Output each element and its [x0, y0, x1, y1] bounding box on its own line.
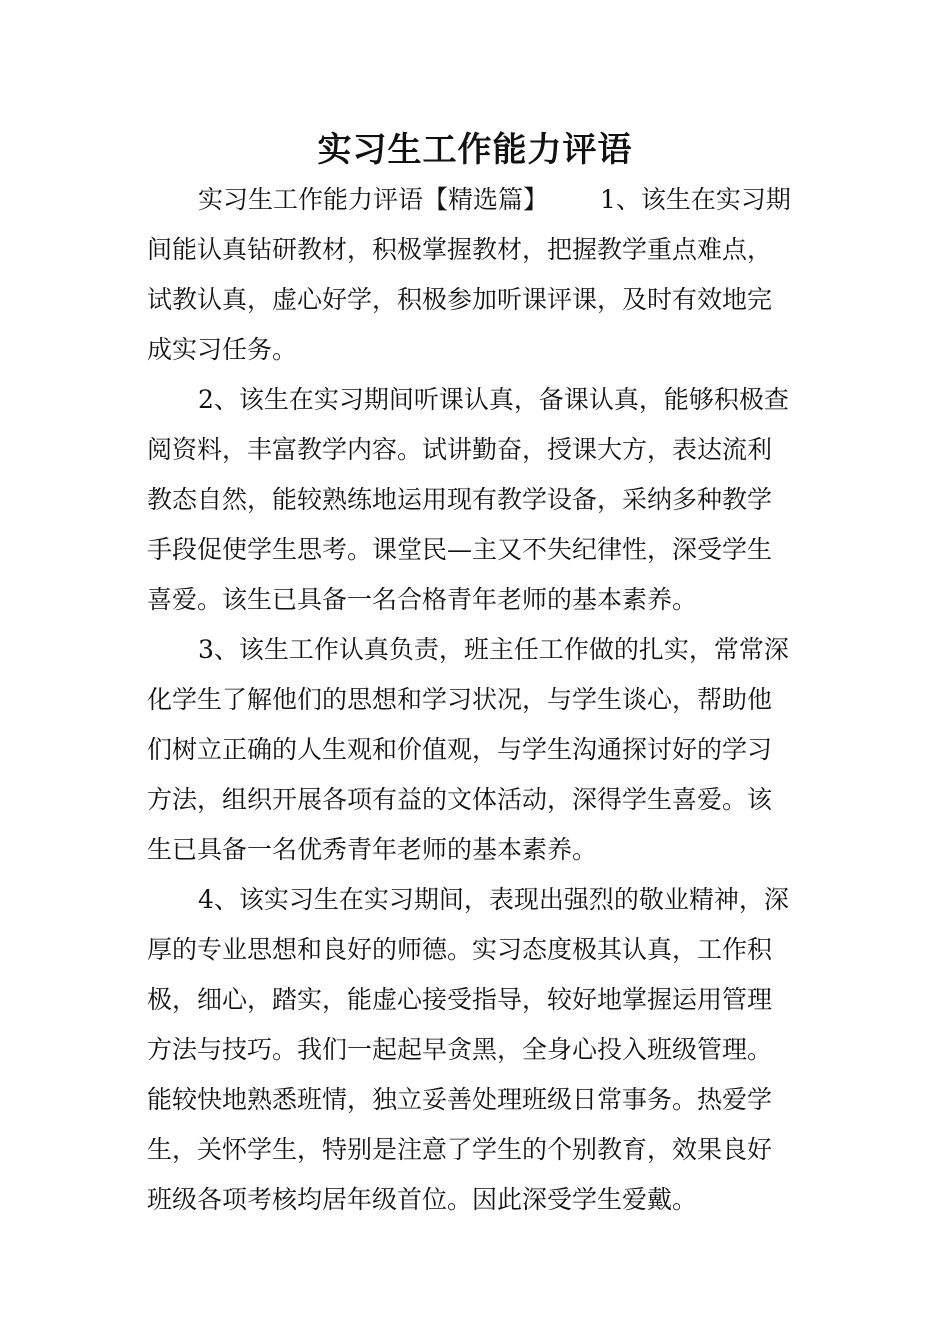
text-segment: 间能认真钻研教材，积极掌握教材，把握教学重点难点，: [147, 235, 773, 264]
text-line: [147, 925, 807, 975]
text-segment: 手段促使学生思考。课堂民—主又不失纪律性，深受学生: [147, 535, 773, 564]
text-line: [147, 675, 807, 725]
text-segment: 们树立正确的人生观和价值观，与学生沟通探讨好的学习: [147, 735, 773, 764]
text-line: [147, 975, 807, 1025]
text-segment: 成实习任务。: [147, 335, 298, 364]
document-title: 实习生工作能力评语: [317, 130, 633, 170]
text-line: [147, 725, 807, 775]
text-line: [147, 225, 807, 275]
text-line: [147, 575, 807, 625]
text-line: [147, 175, 807, 225]
text-line: [147, 425, 807, 475]
text-line: [147, 1125, 807, 1175]
text-segment: 4、该实习生在实习期间，表现出强烈的敬业精神，深: [198, 885, 789, 914]
text-line: [147, 1025, 807, 1075]
text-line: [147, 625, 807, 675]
text-segment: 2、该生在实习期间听课认真，备课认真，能够积极查: [198, 385, 789, 414]
text-segment: 喜爱。该生已具备一名合格青年老师的基本素养。: [147, 585, 698, 614]
text-segment: 班级各项考核均居年级首位。因此深受学生爱戴。: [147, 1185, 698, 1214]
text-segment: 1、该生在实习期: [600, 185, 791, 214]
text-segment: 方法，组织开展各项有益的文体活动，深得学生喜爱。该: [147, 785, 773, 814]
text-segment: 能较快地熟悉班情，独立妥善处理班级日常事务。热爱学: [147, 1085, 773, 1114]
text-segment: 生，关怀学生，特别是注意了学生的个别教育，效果良好: [147, 1135, 773, 1164]
text-segment: 阅资料，丰富教学内容。试讲勤奋，授课大方，表达流利: [147, 435, 773, 464]
text-line: [147, 775, 807, 825]
text-line: [147, 475, 807, 525]
text-segment: 极，细心，踏实，能虚心接受指导，较好地掌握运用管理: [147, 985, 773, 1014]
text-line: [147, 1075, 807, 1125]
text-line: [147, 325, 807, 375]
text-segment: 化学生了解他们的思想和学习状况，与学生谈心，帮助他: [147, 685, 773, 714]
text-line: [147, 825, 807, 875]
document-body: [147, 175, 807, 1225]
text-line: [147, 525, 807, 575]
text-segment: 试教认真，虚心好学，积极参加听课评课，及时有效地完: [147, 285, 773, 314]
text-line: [147, 1175, 807, 1225]
text-line: [147, 875, 807, 925]
text-segment: 生已具备一名优秀青年老师的基本素养。: [147, 835, 598, 864]
text-segment: 方法与技巧。我们一起起早贪黑，全身心投入班级管理。: [147, 1035, 773, 1064]
text-segment: 厚的专业思想和良好的师德。实习态度极其认真，工作积: [147, 935, 773, 964]
text-segment: 3、该生工作认真负责，班主任工作做的扎实，常常深: [198, 635, 789, 664]
text-segment: 实习生工作能力评语【精选篇】: [198, 185, 549, 214]
text-segment: 教态自然，能较熟练地运用现有教学设备，采纳多种教学: [147, 485, 773, 514]
text-line: [147, 375, 807, 425]
text-line: [147, 275, 807, 325]
